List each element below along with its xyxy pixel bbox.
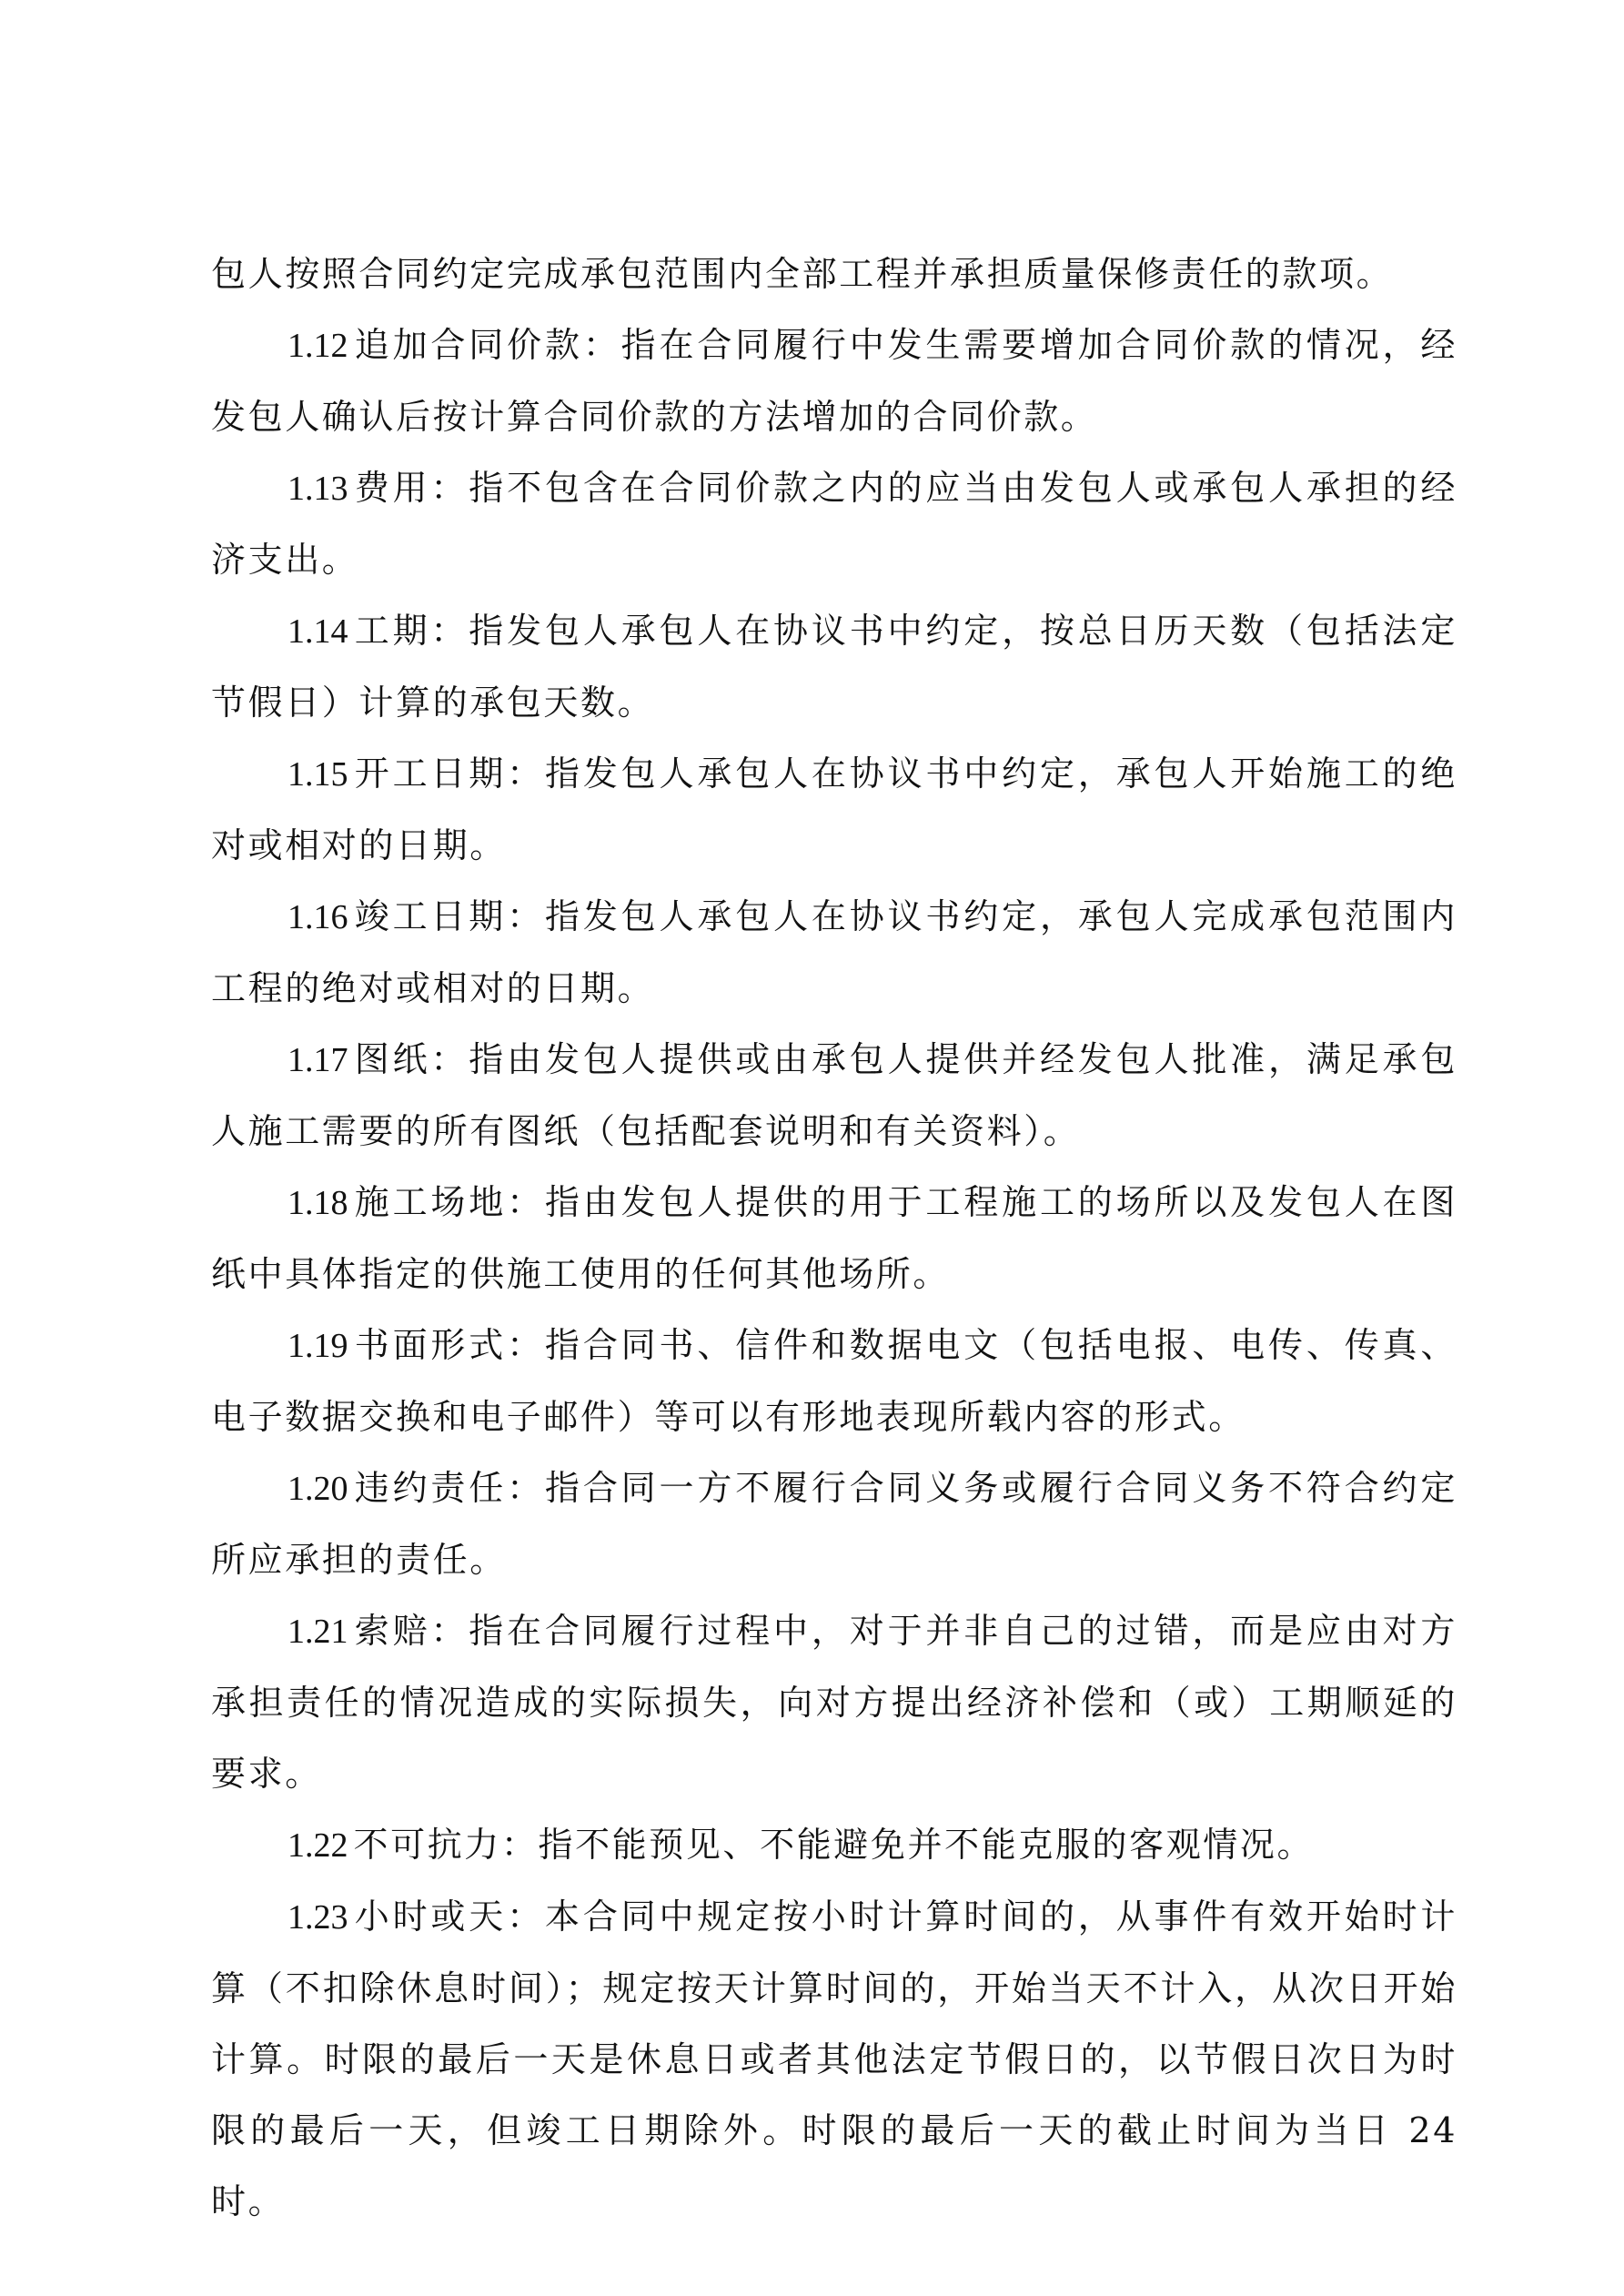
clause-text: 图纸：指由发包人提供或由承包人提供并经发包人批准，满足承包人施工需要的所有图纸（包括配套说明和有关资料）。	[211, 1039, 1458, 1151]
clause-text: 竣工日期：指发包人承包人在协议书约定，承包人完成承包范围内工程的绝对或相对的日期。	[211, 896, 1458, 1008]
clause-1-13	[211, 452, 1458, 595]
clause-number: 1.20	[287, 1470, 348, 1508]
clause-text: 费用：指不包含在合同价款之内的应当由发包人或承包人承担的经济支出。	[211, 468, 1458, 580]
clause-text: 开工日期：指发包人承包人在协议书中约定，承包人开始施工的绝对或相对的日期。	[211, 754, 1458, 865]
clause-number: 1.22	[287, 1826, 348, 1865]
paragraph-text: 包人按照合同约定完成承包范围内全部工程并承担质量保修责任的款项。	[211, 254, 1394, 294]
clause-1-16	[211, 881, 1458, 1024]
clause-text: 工期：指发包人承包人在协议书中约定，按总日历天数（包括法定节假日）计算的承包天数。	[211, 611, 1458, 723]
clause-number: 1.21	[287, 1613, 348, 1651]
clause-text: 书面形式：指合同书、信件和数据电文（包括电报、电传、传真、电子数据交换和电子邮件）等可以有形地表现所载内容的形式。	[211, 1325, 1458, 1437]
clause-1-19	[211, 1310, 1458, 1452]
clause-number: 1.12	[287, 327, 348, 365]
clause-number: 1.19	[287, 1327, 348, 1365]
document-body	[211, 238, 1458, 2237]
clause-number: 1.17	[287, 1041, 348, 1079]
clause-number: 1.14	[287, 612, 348, 651]
clause-number: 1.16	[287, 898, 348, 936]
clause-1-15	[211, 738, 1458, 881]
clause-1-20	[211, 1452, 1458, 1595]
clause-text: 施工场地：指由发包人提供的用于工程施工的场所以及发包人在图纸中具体指定的供施工使用的任何其他场所。	[211, 1182, 1458, 1294]
clause-1-12	[211, 309, 1458, 452]
clause-number: 1.23	[287, 1898, 348, 1937]
clause-1-23	[211, 1881, 1458, 2237]
clause-1-21	[211, 1595, 1458, 1809]
clause-1-17	[211, 1024, 1458, 1167]
clause-text: 索赔：指在合同履行过程中，对于并非自己的过错，而是应由对方承担责任的情况造成的实际损失，向对方提出经济补偿和（或）工期顺延的要求。	[211, 1611, 1458, 1794]
clause-text: 不可抗力：指不能预见、不能避免并不能克服的客观情况。	[353, 1825, 1315, 1865]
clause-number: 1.18	[287, 1184, 348, 1222]
paragraph-continuation	[211, 238, 1458, 309]
clause-text: 追加合同价款：指在合同履行中发生需要增加合同价款的情况，经发包人确认后按计算合同价款的方法增加的合同价款。	[211, 325, 1458, 437]
clause-number: 1.13	[287, 470, 348, 508]
clause-text: 违约责任：指合同一方不履行合同义务或履行合同义务不符合约定所应承担的责任。	[211, 1468, 1458, 1580]
clause-text: 小时或天：本合同中规定按小时计算时间的，从事件有效开始时计算（不扣除休息时间）；规定按天计算时间的，开始当天不计入，从次日开始计算。时限的最后一天是休息日或者其他法定节假日的，以节假日次日为时限的最后一天，但竣工日期除外。时限的最后一天的截止时间为当日 24 时。	[211, 1896, 1458, 2221]
clause-1-14	[211, 595, 1458, 738]
clause-1-18	[211, 1167, 1458, 1310]
clause-number: 1.15	[287, 755, 348, 794]
clause-1-22	[211, 1809, 1458, 1881]
